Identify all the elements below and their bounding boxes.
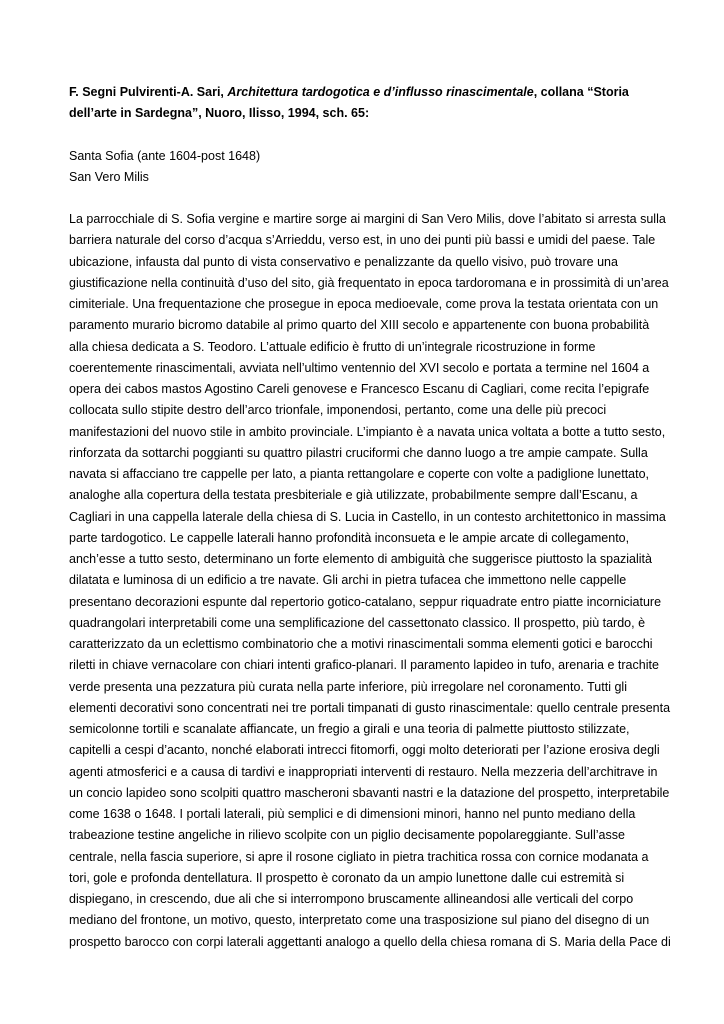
body-line: barriera naturale del corso d’acqua s’Arrieddu, verso est, in uno dei punti più bassi e umidi del paese. Tale [69, 233, 656, 248]
citation [69, 82, 659, 124]
body-line: dilatata e luminosa di un edificio a tre navate. Gli archi in pietra tufacea che immettono nelle cappelle [69, 573, 627, 588]
body-line: cimiteriale. Una frequentazione che prosegue in epoca medioevale, come prova la testata orientata con un [69, 297, 659, 311]
citation-book-title: Architettura tardogotica e d’influsso rinascimentale [227, 85, 534, 99]
body-line: agenti atmosferici e a causa di tardivi e inappropriati interventi di restauro. Nella mezzeria dell’architrave in [69, 764, 658, 779]
citation-publication: dell’arte in Sardegna”, Nuoro, Ilisso, 1994, sch. 65: [69, 106, 370, 120]
body-paragraph [69, 209, 671, 953]
body-line: giustificazione nella continuità d’uso del sito, già frequentato in epoca tardoromana e in prossimità di un’area [69, 275, 669, 290]
entry-place: San Vero Milis [69, 170, 149, 184]
body-line: come 1638 o 1648. I portali laterali, più semplici e di dimensioni minori, hanno nel punto mediano della [69, 807, 636, 821]
body-line: collocata sullo stipite destro dell’arco trionfale, imponendosi, pertanto, come una delle più precoci [69, 403, 607, 418]
citation-series: , collana “Storia [533, 85, 629, 99]
body-line: alla chiesa dedicata a S. Teodoro. L’attuale edificio è frutto di un’integrale ricostruzione in forme [69, 339, 596, 354]
body-line: capitelli a cespi d’acanto, nonché elaborati intrecci fitomorfi, oggi molto deteriorati per l’azione erosiva degli [69, 743, 660, 758]
body-line: anch’esse a tutto sesto, determinano un forte elemento di ambiguità che suggerisce piuttosto la spazialità [69, 552, 652, 566]
body-line: dispiegano, in crescendo, due ali che si interrompono bruscamente allineandosi alle verticali del corpo [69, 892, 634, 906]
body-line: verde presenta una pezzatura più curata nella parte inferiore, più irregolare nel coronamento. Tutti gli [69, 679, 627, 694]
body-line: parte tardogotico. Le cappelle laterali hanno profondità inconsueta e le ampie arcate di collegamento, [69, 530, 630, 545]
body-line: trabeazione testine angeliche in rilievo scolpite con un piglio decisamente popolareggiante. Sull’asse [69, 828, 625, 843]
body-line: centrale, nella fascia superiore, si apre il rosone cigliato in pietra trachitica rossa con cornice modanata a [69, 849, 649, 864]
body-line: Cagliari in una cappella laterale della chiesa di S. Lucia in Castello, in un contesto architettonico in massima [69, 509, 666, 524]
body-line: presentano decorazioni espunte dal repertorio gotico-catalano, seppur riquadrate entro piatte incorniciature [69, 594, 662, 609]
body-line: un concio lapideo sono scolpiti quattro mascheroni sbavanti nastri e la datazione del prospetto, interpretabile [69, 785, 670, 800]
body-line: semicolonne tortili e scanalate affiancate, un fregio a girali e una teoria di palmette piuttosto stilizzate, [69, 722, 630, 736]
body-line: navata si affacciano tre cappelle per lato, a pianta rettangolare e coperte con volte a padiglione lunettato, [69, 467, 650, 481]
body-line: rinforzata da sottarchi poggianti su quattro pilastri cruciformi che danno luogo a tre ampie campate. Sulla [69, 445, 648, 460]
body-line: coerentemente rinascimentali, avviata nell’ultimo ventennio del XVI secolo e portata a termine nel 1604 a [69, 360, 650, 375]
body-line: quadrangolari interpretabili come una semplificazione del cassettonato classico. Il prospetto, più tardo, è [69, 615, 646, 630]
entry-heading [69, 146, 659, 188]
body-line: riletti in chiave vernacolare con chiari intenti grafico-planari. Il paramento lapideo in tufo, arenaria e trachite [69, 658, 659, 673]
body-line: mediano del frontone, un motivo, questo, interpretato come una trasposizione sul piano del disegno di un [69, 913, 650, 928]
body-line: analoghe alla copertura della testata presbiteriale e già utilizzate, probabilmente sempre dall’Escanu, a [69, 488, 638, 503]
body-line: prospetto barocco con corpi laterali aggettanti analogo a quello della chiesa romana di S. Maria della Pace di [69, 934, 671, 949]
body-line: tori, gole e profonda dentellatura. Il prospetto è coronato da un ampio lunettone dalle cui estremità si [69, 870, 625, 885]
body-line: opera dei cabos mastos Agostino Careli genovese e Francesco Escanu di Cagliari, come recita l’epigrafe [69, 382, 650, 396]
body-line: elementi decorativi sono concentrati nei tre portali timpanati di gusto rinascimentale: quello centrale presenta [69, 700, 671, 715]
body-line: ubicazione, infausta dal punto di vista conservativo e penalizzante da quello visivo, può trovare una [69, 254, 618, 269]
body-line: La parrocchiale di S. Sofia vergine e martire sorge ai margini di San Vero Milis, dove l’abitato si arresta sulla [69, 212, 666, 226]
body-line: caratterizzato da un eclettismo combinatorio che a motivi rinascimentali somma elementi gotici e barocchi [69, 637, 653, 651]
citation-authors: F. Segni Pulvirenti-A. Sari, [69, 85, 228, 99]
entry-title: Santa Sofia (ante 1604-post 1648) [69, 149, 261, 163]
document-page [69, 82, 671, 953]
body-line: paramento murario bicromo databile al primo quarto del XIII secolo e appartenente con buona probabilità [69, 318, 650, 333]
body-line: manifestazioni del nuovo stile in ambito provinciale. L’impianto è a navata unica voltata a botte a tutto sesto, [69, 424, 666, 439]
